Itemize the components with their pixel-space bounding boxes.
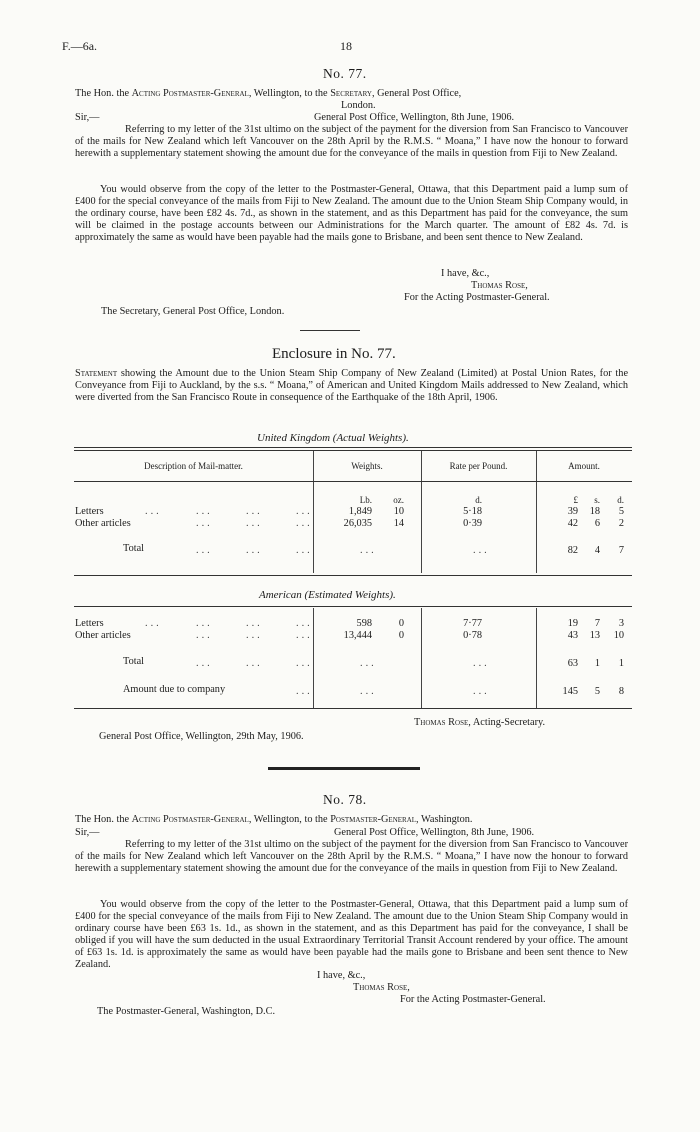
statement-lead: Statement: [75, 368, 118, 379]
enclosure-signed-title: , Acting-Secretary.: [468, 717, 546, 728]
leader-dots: ...: [196, 658, 213, 669]
unit-rate: d.: [475, 495, 482, 505]
address-mid: , Wellington, to the: [248, 88, 328, 99]
closing: I have, &c.,: [317, 970, 366, 981]
amount-pounds: 39: [567, 506, 578, 517]
leader-dots: ...: [296, 518, 313, 529]
weight-lb: 1,849: [348, 506, 372, 517]
unit-shillings: s.: [594, 495, 600, 505]
leader-dots: ...: [296, 686, 313, 697]
amount-pence: 7: [618, 545, 624, 556]
leader-dots: ...: [296, 506, 313, 517]
letter-place-date: General Post Office, Wellington, 8th June, 1906.: [314, 112, 515, 123]
leader-dots: ...: [296, 618, 313, 629]
column-header-amount: Amount.: [568, 461, 600, 471]
rate-value: 0·78: [463, 630, 482, 641]
table-top-rule: [74, 447, 632, 451]
address-from: Acting Postmaster-General: [131, 814, 249, 825]
column-rule: [536, 608, 537, 708]
rate-value: 5·18: [463, 506, 482, 517]
letter-77-address: [75, 88, 635, 100]
divider: [300, 330, 360, 331]
recipient: The Postmaster-General, Washington, D.C.: [97, 1006, 276, 1017]
leader-dots: ...: [246, 630, 263, 641]
amount-shillings: 5: [594, 686, 600, 697]
column-header-description: Description of Mail-matter.: [144, 461, 243, 471]
letter-78-number: No. 78.: [323, 792, 367, 807]
weight-lb: 26,035: [343, 518, 372, 529]
leader-dots: ...: [296, 545, 313, 556]
leader-dots: ...: [473, 545, 490, 556]
leader-dots: ...: [246, 518, 263, 529]
amount-shillings: 1: [594, 658, 600, 669]
leader-dots: ...: [196, 518, 213, 529]
amount-shillings: 7: [594, 618, 600, 629]
amount-shillings: 4: [594, 545, 600, 556]
salutation: Sir,—: [75, 827, 100, 838]
letter-paragraph: Referring to my letter of the 31st ultimo on the subject of the payment for the diversion from San Francisco to Vancouver of the mails for New Zealand which left Vancouver on the 28th April by the R.M.S. “ Moana,” I have now the honour to forward herewith a supplementary statement showing the amount due for the conveyance of the mails in question from Fiji to New Zealand.: [75, 124, 628, 159]
amount-pounds: 82: [567, 545, 578, 556]
section-rule: [74, 606, 632, 607]
leader-dots: ...: [360, 686, 377, 697]
letter-78-address: [75, 814, 635, 826]
total-label: Total: [123, 656, 145, 667]
section-rule: [74, 575, 632, 576]
weight-oz: 0: [398, 618, 404, 629]
rate-value: 0·39: [463, 518, 482, 529]
header-rule: [74, 481, 632, 482]
weight-lb: 13,444: [343, 630, 372, 641]
amount-pence: 1: [618, 658, 624, 669]
weight-lb: 598: [356, 618, 372, 629]
leader-dots: ...: [473, 686, 490, 697]
page-number: 18: [340, 39, 352, 53]
letter-paragraph: You would observe from the copy of the letter to the Postmaster-General, Ottawa, that this Department paid a lump sum of £400 for the special conveyance of the mails from Fiji to New Zealand. The amount due to the Union Steam Ship Company would, in the ordinary course, have been £82 4s. 7d., as shown in the statement, and as this Department has paid for the conveyance, the sum will be claimed in the postage accounts between our Administrations for the March quarter. The amount of £82 4s. 7d. is approximately the same as would have been payable had the mails gone to Brisbane, and been sent thence to New Zealand.: [75, 184, 628, 243]
leader-dots: ...: [246, 506, 263, 517]
leader-dots: ...: [360, 545, 377, 556]
american-table-title: American (Estimated Weights).: [259, 589, 396, 601]
weight-oz: 10: [393, 506, 404, 517]
amount-shillings: 18: [589, 506, 600, 517]
statement-heading: [75, 368, 628, 404]
leader-dots: ...: [196, 545, 213, 556]
leader-dots: ...: [360, 658, 377, 669]
column-header-weights: Weights.: [351, 461, 383, 471]
leader-dots: ...: [196, 506, 213, 517]
row-label: Letters: [75, 618, 104, 629]
table-bottom-rule: [74, 708, 632, 709]
address-end: , Washington.: [416, 814, 473, 825]
address-line2: London.: [341, 100, 376, 111]
letter-paragraph: You would observe from the copy of the letter to the Postmaster-General, Ottawa, that this Department paid a lump sum of £400 for the special conveyance of the mails from Fiji to New Zealand. The amount due to the Union Steam Ship Company would in ordinary course have been £63 1s. 1d., as shown in the statement, and as this Department has paid for the conveyance, I shall be obliged if you will have the sum deducted in the usual Extraordinary Territorial Transit Account rendered by your office. The amount of £63 1s. 1d. is approximately the same as would have been payable had the mails gone to Brisbane and been sent thence to New Zealand.: [75, 899, 628, 970]
signature: Thomas Rose,: [471, 280, 528, 291]
letter-77-number: No. 77.: [323, 66, 367, 81]
amount-pence: 8: [618, 686, 624, 697]
leader-dots: ...: [246, 618, 263, 629]
letter-paragraph: Referring to my letter of the 31st ultimo on the subject of the payment for the diversion from San Francisco to Vancouver of the mails for New Zealand which left Vancouver on the 28th April by the R.M.S. “ Moana,” I have now the honour to forward herewith a supplementary statement showing the amount due for the conveyance of the mails in question from Fiji to New Zealand.: [75, 839, 628, 874]
row-label: Other articles: [75, 630, 131, 641]
weight-oz: 14: [393, 518, 404, 529]
amount-pence: 2: [618, 518, 624, 529]
address-prefix: The Hon. the: [75, 814, 130, 825]
amount-pence: 3: [618, 618, 624, 629]
leader-dots: ...: [145, 618, 162, 629]
address-mid: , Wellington, to the: [248, 814, 328, 825]
address-end: , General Post Office,: [371, 88, 462, 99]
statement-text: showing the Amount due to the Union Steam Ship Company of New Zealand (Limited) at Postal Union Rates, for the Conveyance from Fiji to Auckland, by the s.s. “ Moana,” of American and United Kingdom Mails addressed to New Zealand, which were diverted from the San Francisco Route in consequence of the Earthquake of the 18th April, 1906.: [75, 368, 629, 403]
address-to: Postmaster-General: [330, 814, 417, 825]
amount-pounds: 19: [567, 618, 578, 629]
recipient: The Secretary, General Post Office, London.: [101, 306, 285, 317]
letter-place-date: General Post Office, Wellington, 8th June, 1906.: [334, 827, 535, 838]
uk-table-title: United Kingdom (Actual Weights).: [257, 432, 409, 444]
amount-pence: 5: [618, 506, 624, 517]
row-label: Letters: [75, 506, 104, 517]
enclosure-signature: [414, 717, 545, 729]
signature: Thomas Rose,: [353, 982, 410, 993]
total-label: Total: [123, 543, 145, 554]
address-prefix: The Hon. the: [75, 88, 130, 99]
leader-dots: ...: [196, 630, 213, 641]
unit-pence: d.: [617, 495, 624, 505]
company-label: Amount due to company: [123, 684, 226, 695]
salutation: Sir,—: [75, 112, 100, 123]
leader-dots: ...: [246, 658, 263, 669]
leader-dots: ...: [145, 506, 162, 517]
signature-title: For the Acting Postmaster-General.: [400, 994, 546, 1005]
leader-dots: ...: [296, 658, 313, 669]
series-code: F.—6a.: [62, 39, 98, 53]
unit-lb: Lb.: [359, 495, 372, 505]
leader-dots: ...: [246, 545, 263, 556]
amount-pounds: 43: [567, 630, 578, 641]
leader-dots: ...: [296, 630, 313, 641]
column-rule: [421, 608, 422, 708]
enclosure-signed-name: Thomas Rose: [414, 717, 469, 728]
amount-pounds: 63: [567, 658, 578, 669]
amount-pounds: 42: [567, 518, 578, 529]
signature-title: For the Acting Postmaster-General.: [404, 292, 550, 303]
weight-oz: 0: [398, 630, 404, 641]
amount-pounds: 145: [562, 686, 578, 697]
address-to: Secretary: [330, 88, 372, 99]
section-divider: [268, 767, 420, 770]
enclosure-title: Enclosure in No. 77.: [272, 346, 396, 362]
row-label: Other articles: [75, 518, 131, 529]
column-header-rate: Rate per Pound.: [449, 461, 508, 471]
unit-pounds: £: [573, 495, 578, 505]
unit-oz: oz.: [393, 495, 404, 505]
address-from: Acting Postmaster-General: [131, 88, 249, 99]
enclosure-place-date: General Post Office, Wellington, 29th May, 1906.: [99, 731, 304, 742]
rate-value: 7·77: [463, 618, 482, 629]
amount-pence: 10: [613, 630, 624, 641]
amount-shillings: 6: [594, 518, 600, 529]
closing: I have, &c.,: [441, 268, 490, 279]
column-rule: [313, 608, 314, 708]
leader-dots: ...: [196, 618, 213, 629]
leader-dots: ...: [473, 658, 490, 669]
amount-shillings: 13: [589, 630, 600, 641]
